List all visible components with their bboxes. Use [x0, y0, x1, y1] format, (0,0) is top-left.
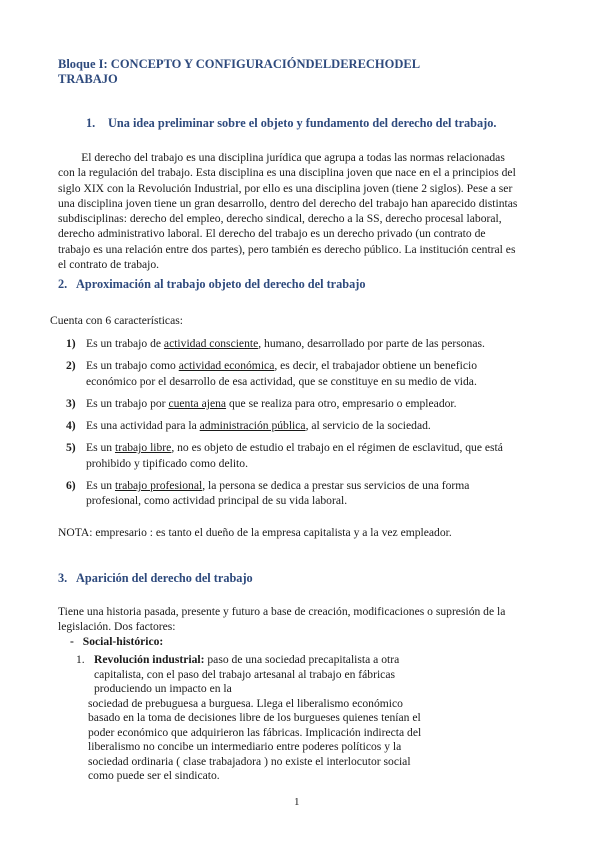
sub-line: sociedad ordinaria ( clase trabajadora ) no existe el interlocutor social [88, 754, 411, 768]
characteristic-line [86, 440, 546, 455]
characteristic-line [86, 456, 546, 471]
sub-line: poder económico que adquirieron las fábricas. Implicación indirecta del [88, 725, 422, 739]
characteristic-text: Es un trabajo de [86, 337, 164, 350]
characteristic-number: 4) [66, 419, 76, 433]
characteristic-line [86, 358, 546, 373]
section-3-intro [58, 604, 548, 634]
characteristic-text: Es un trabajo como [86, 359, 179, 373]
characteristic-item [66, 478, 546, 509]
paragraph-line: trabajo es una relación entre dos partes), pero también es derecho público. La institución central es [58, 242, 516, 256]
sub-line: como puede ser el sindicato. [88, 769, 220, 782]
block-title-line-1: Bloque I: CONCEPTO Y CONFIGURACIÓNDELDERECHODEL [58, 57, 421, 71]
sub-item [76, 653, 476, 784]
characteristic-text: , al servicio de la sociedad. [305, 419, 431, 433]
page-number: 1 [294, 796, 300, 808]
sub-line: liberalismo no concibe un intermediario entre poderes políticos y la [88, 740, 402, 753]
characteristic-number: 2) [66, 359, 76, 373]
characteristic-item [66, 396, 546, 411]
sub-item-bold: Revolución industrial: [94, 653, 205, 666]
underlined-term: administración pública [199, 419, 306, 433]
characteristic-line [86, 336, 546, 351]
sub-line: basado en la toma de decisiones libre de los burgueses quienes tenían el [88, 711, 421, 724]
characteristic-text: Es una actividad para la [86, 419, 200, 433]
characteristic-text: , humano, desarrollado por parte de las personas. [258, 337, 485, 350]
paragraph-line: siglo XIX con la Revolución Industrial, por ello es una disciplina joven (tiene 2 siglos). Pese a ser [58, 181, 513, 195]
paragraph-line: subdisciplinas: derecho del empleo, derecho sindical, derecho a la SS, derecho procesal laboral, [58, 212, 502, 226]
section-3-heading [58, 571, 253, 586]
sub-line: sociedad de prebuguesa a burguesa. Llega el liberalismo económico [88, 696, 403, 710]
characteristic-item [66, 440, 546, 471]
paragraph-line: el contrato de trabajo. [58, 258, 160, 272]
underlined-term: actividad consciente [163, 337, 259, 350]
characteristics-list [66, 336, 546, 516]
section-2-intro: Cuenta con 6 características: [50, 314, 183, 327]
characteristic-number: 1) [66, 337, 76, 350]
characteristic-text: , es decir, el trabajador obtiene un beneficio [274, 359, 478, 373]
underlined-term: trabajo libre [114, 441, 172, 455]
paragraph-line: derecho administrativo laboral. El derecho del trabajo es un derecho privado (un contrato de [58, 227, 486, 241]
characteristic-text: Es un [86, 441, 115, 455]
sub-line: paso de una sociedad precapitalista a otra [204, 653, 400, 666]
section-1-number: 1. [86, 116, 96, 130]
block-title [58, 57, 478, 87]
sub-item-number: 1. [76, 653, 85, 666]
underlined-term: cuenta ajena [168, 396, 227, 410]
bullet-label: Social-histórico: [82, 635, 164, 648]
characteristic-line [86, 418, 546, 433]
characteristic-item [66, 418, 546, 433]
sub-line: produciendo un impacto en la [94, 682, 232, 695]
paragraph-line: El derecho del trabajo es una disciplina jurídica que agrupa a todas las normas relacionadas [58, 151, 505, 164]
section-2-heading [58, 277, 366, 292]
characteristic-text: prohibido y tipificado como delito. [86, 456, 248, 470]
paragraph-line: con la regulación del trabajo. Esta disciplina es una disciplina joven que nace en el a principios del [58, 166, 516, 180]
section-1-heading [86, 116, 496, 131]
characteristic-text: Es un [86, 479, 115, 493]
section-1-title: Una idea preliminar sobre el objeto y fundamento del derecho del trabajo. [108, 116, 497, 130]
characteristic-line [86, 478, 546, 493]
factor-bullet [70, 634, 163, 649]
characteristic-line [86, 374, 546, 389]
characteristic-line [86, 493, 546, 508]
underlined-term: actividad económica [178, 359, 275, 373]
bullet-dash: - [70, 635, 74, 648]
characteristic-line [86, 396, 546, 411]
characteristic-text: , la persona se dedica a prestar sus servicios de una forma [202, 479, 470, 493]
characteristic-text: que se realiza para otro, empresario o empleador. [226, 396, 457, 410]
sub-line: capitalista, con el paso del trabajo artesanal al trabajo en fábricas [94, 667, 395, 681]
characteristic-number: 6) [66, 479, 76, 493]
characteristic-number: 5) [66, 441, 76, 455]
characteristic-item [66, 336, 546, 351]
paragraph-line: una disciplina joven tiene un gran desarrollo, dentro del derecho del trabajo han aparecido distintas [58, 196, 518, 210]
characteristic-text: , no es objeto de estudio el trabajo en el régimen de esclavitud, que está [171, 441, 503, 455]
section-2-number: 2. [58, 277, 68, 291]
section-1-paragraph [58, 150, 536, 272]
characteristic-text: Es un trabajo por [86, 396, 169, 410]
characteristic-item [66, 358, 546, 389]
intro-line: legislación. Dos factores: [58, 620, 176, 633]
intro-line: Tiene una historia pasada, presente y futuro a base de creación, modificaciones o supresión de la [58, 605, 506, 618]
section-2-title: Aproximación al trabajo objeto del derecho del trabajo [76, 277, 366, 291]
section-3-title: Aparición del derecho del trabajo [76, 571, 253, 585]
underlined-term: trabajo profesional [114, 479, 203, 493]
section-3-number: 3. [58, 571, 68, 585]
note-text: NOTA: empresario : es tanto el dueño de la empresa capitalista y a la vez empleador. [58, 526, 452, 539]
characteristic-text: profesional, como actividad principal de su vida laboral. [86, 494, 348, 508]
characteristic-number: 3) [66, 396, 76, 410]
block-title-line-2: TRABAJO [58, 72, 118, 86]
characteristic-text: económico por el desarrollo de esa actividad, que se constituye en su medio de vida. [86, 374, 477, 388]
